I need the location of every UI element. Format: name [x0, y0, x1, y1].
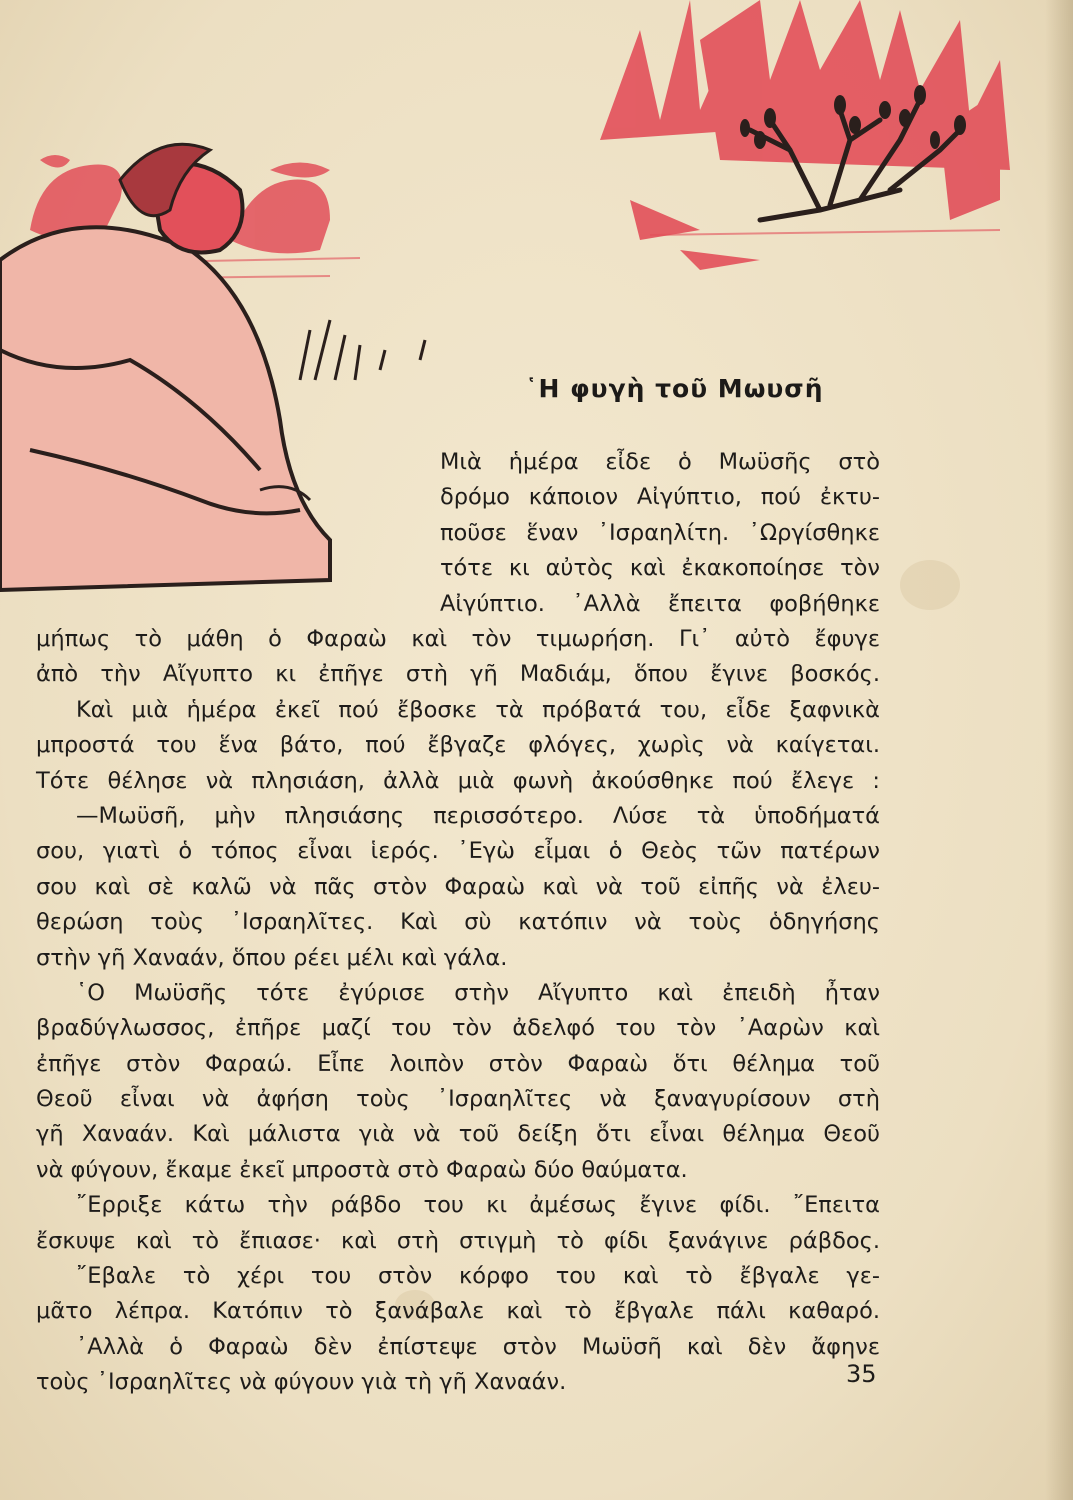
text-line: σου καὶ σὲ καλῶ νὰ πᾶς στὸν Φαραὼ καὶ νὰ τοῦ εἰπῆς νὰ ἐλευ- [36, 873, 880, 900]
text-line: ἐπῆγε στὸν Φαραώ. Εἶπε λοιπὸν στὸν Φαραὼ ὅτι θέλημα τοῦ [36, 1050, 880, 1077]
flames [600, 0, 1010, 270]
text-line: δρόμο κάποιον Αἰγύπτιο, πού ἐκτυ- [440, 484, 880, 511]
chapter-title: ῾Η φυγὴ τοῦ Μωυσῆ [525, 374, 824, 403]
text-line: τότε κι αὐτὸς καὶ ἐκακοποίησε τὸν [440, 555, 880, 582]
text-line: ᾿Αλλὰ ὁ Φαραὼ δὲν ἐπίστεψε στὸν Μωϋσῆ καὶ δὲν ἄφηνε [76, 1333, 880, 1360]
text-line: τοὺς ᾿Ισραηλῖτες νὰ φύγουν γιὰ τὴ γῆ Χαναάν. [36, 1369, 567, 1396]
text-line: Αἰγύπτιο. ᾿Αλλὰ ἔπειτα φοβήθηκε [440, 590, 880, 617]
text-line: ῎Ερριξε κάτω τὴν ράβδο του κι ἀμέσως ἔγινε φίδι. ῎Επειτα [76, 1192, 880, 1219]
text-line: νὰ φύγουν, ἔκαμε ἐκεῖ μπροστὰ στὸ Φαραὼ δύο θαύματα. [36, 1156, 688, 1183]
text-line: μᾶτο λέπρα. Κατόπιν τὸ ξανάβαλε καὶ τὸ ἔβγαλε πάλι καθαρό. [36, 1298, 880, 1325]
text-line: ῾Ο Μωϋσῆς τότε ἐγύρισε στὴν Αἴγυπτο καὶ ἐπειδὴ ἦταν [76, 979, 880, 1006]
text-line: μπροστά του ἕνα βάτο, πού ἔβγαζε φλόγες, χωρὶς νὰ καίγεται. [36, 732, 880, 759]
text-line: ῎Εβαλε τὸ χέρι του στὸν κόρφο του καὶ τὸ ἔβγαλε γε- [76, 1263, 880, 1290]
text-line: ποῦσε ἕναν ᾿Ισραηλίτη. ᾿Ωργίσθηκε [440, 519, 880, 546]
text-line: μήπως τὸ μάθη ὁ Φαραὼ καὶ τὸν τιμωρήση. Γι᾿ αὐτὸ ἔφυγε [36, 626, 880, 652]
text-column-narrow [440, 445, 880, 622]
grass [300, 320, 425, 380]
text-line: ἔσκυψε καὶ τὸ ἔπιασε· καὶ στὴ στιγμὴ τὸ φίδι ξανάγινε ράβδος. [36, 1227, 880, 1254]
text-line: Θεοῦ εἶναι νὰ ἀφήση τοὺς ᾿Ισραηλῖτες νὰ ξαναγυρίσουν στὴ [36, 1086, 880, 1113]
text-line: θερώση τοὺς ᾿Ισραηλῖτες. Καὶ σὺ κατόπιν νὰ τοὺς ὁδηγήσης [36, 909, 880, 936]
text-line: —Μωϋσῆ, μὴν πλησιάσης περισσότερο. Λύσε τὰ ὑποδήματά [76, 802, 880, 829]
text-line: στὴν γῆ Χαναάν, ὅπου ρέει μέλι καὶ γάλα. [36, 944, 508, 971]
text-line: ἀπὸ τὴν Αἴγυπτο κι ἐπῆγε στὴ γῆ Μαδιάμ, ὅπου ἔγινε βοσκός. [36, 661, 880, 688]
text-line: γῆ Χαναάν. Καὶ μάλιστα γιὰ νὰ τοῦ δείξη ὅτι εἶναι θέλημα Θεοῦ [36, 1121, 880, 1148]
text-line: βραδύγλωσσος, ἐπῆρε μαζί του τὸν ἀδελφό του τὸν ᾿Ααρὼν καὶ [36, 1015, 880, 1042]
text-line: σου, γιατὶ ὁ τόπος εἶναι ἱερός. ᾿Εγὼ εἶμαι ὁ Θεὸς τῶν πατέρων [36, 838, 880, 865]
text-line: Τότε θέλησε νὰ πλησιάση, ἀλλὰ μιὰ φωνὴ ἀκούσθηκε πού ἔλεγε : [36, 767, 880, 794]
text-column-wide [36, 622, 880, 1401]
text-line: Καὶ μιὰ ἡμέρα ἐκεῖ πού ἔβοσκε τὰ πρόβατά του, εἶδε ξαφνικὰ [76, 696, 880, 723]
page-number: 35 [846, 1360, 877, 1388]
text-line: Μιὰ ἡμέρα εἶδε ὁ Μωϋσῆς στὸ [440, 449, 880, 475]
